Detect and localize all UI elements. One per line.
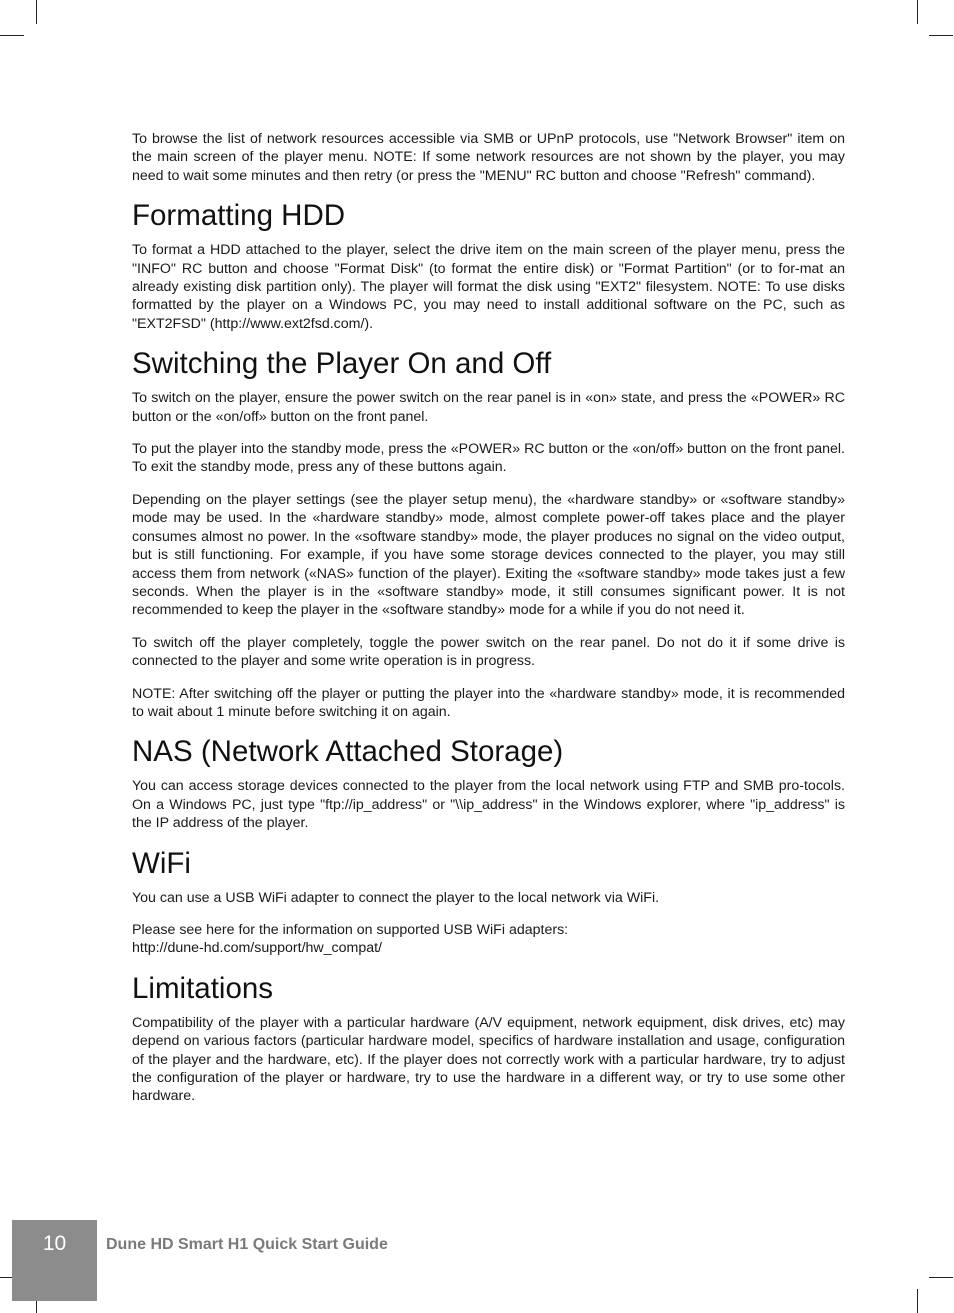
section-paragraph: To format a HDD attached to the player, select the drive item on the main screen of the player menu, press the "INFO" RC button and choose "Format Disk" (to format the entire disk) or "Format Partition" (or to for-mat an already existing disk partition only). The player will format the disk using "EXT2" filesystem. NOTE: To use disks formatted by the player on a Windows PC, you may need to install additional software on the PC, such as "EXT2FSD" (http://www.ext2fsd.com/). — [132, 242, 845, 332]
section-switching-player — [132, 347, 845, 721]
section-heading: Switching the Player On and Off — [132, 347, 552, 381]
guide-title: Dune HD Smart H1 Quick Start Guide — [106, 1236, 388, 1253]
wifi-compat-link[interactable]: http://dune-hd.com/support/hw_compat/ — [132, 940, 382, 957]
section-wifi — [132, 847, 845, 958]
section-limitations — [132, 972, 845, 1106]
section-heading: Formatting HDD — [132, 199, 346, 233]
intro-paragraph: To browse the list of network resources accessible via SMB or UPnP protocols, use "Network Browser" item on the main screen of the player menu. NOTE: If some network resources are not shown by the player, you may need to wait some minutes and then retry (or press the "MENU" RC button and choose "Refresh" command). — [132, 131, 845, 184]
crop-mark — [36, 0, 37, 24]
section-paragraph: To switch on the player, ensure the power switch on the rear panel is in «on» state, and press the «POWER» RC button or the «on/off» button on the front panel. — [132, 390, 845, 425]
section-paragraph: NOTE: After switching off the player or putting the player into the «hardware standby» mode, it is recommended to wait about 1 minute before switching it on again. — [132, 685, 845, 720]
section-paragraph: Depending on the player settings (see the player setup menu), the «hardware standby» or «software standby» mode may be used. In the «hardware standby» mode, almost complete power-off takes place and the player consumes almost no power. In the «software standby» mode, the player produces no signal on the video output, but is still functioning. For example, if you have some storage devices connected to the player, you may still access them from network («NAS» function of the player). Exiting the «software standby» mode takes just a few seconds. When the player is in the «software standby» mode, it still consumes significant power. It is not recommended to keep the player in the «software standby» mode for a while if you do not need it. — [132, 491, 845, 619]
crop-mark — [929, 35, 953, 36]
section-paragraph: Compatibility of the player with a particular hardware (A/V equipment, network equipment, disk drives, etc) may depend on various factors (particular hardware model, specifics of hardware installation and usage, configuration of the player and the hardware, etc). If the player does not correctly work with a particular hardware, try to adjust the configuration of the player or hardware, try to use the hardware in a different way, or try to use some other hardware. — [132, 1014, 845, 1105]
crop-mark — [929, 1277, 953, 1278]
section-nas — [132, 735, 845, 832]
section-formatting-hdd — [132, 199, 845, 333]
section-paragraph: Please see here for the information on supported USB WiFi adapters: — [132, 921, 569, 938]
section-paragraph: You can access storage devices connected to the player from the local network using FTP and SMB pro-tocols. On a Windows PC, just type "ftp://ip_address" or "\\ip_address" in the Windows explorer, where "ip_address" is the IP address of the player. — [132, 778, 845, 832]
section-paragraph: To put the player into the standby mode, press the «POWER» RC button or the «on/off» button on the front panel. To exit the standby mode, press any of these buttons again. — [132, 441, 845, 476]
crop-mark — [917, 1289, 918, 1313]
section-paragraph: To switch off the player completely, toggle the power switch on the rear panel. Do not do it if some drive is connected to the player and some write operation is in progress. — [132, 634, 845, 670]
crop-mark — [0, 35, 24, 36]
crop-mark — [917, 0, 918, 24]
section-heading: WiFi — [132, 846, 191, 880]
section-paragraph: You can use a USB WiFi adapter to connect the player to the local network via WiFi. — [132, 889, 660, 906]
page-content — [132, 130, 845, 1120]
section-heading: NAS (Network Attached Storage) — [132, 735, 564, 769]
page-number: 10 — [42, 1232, 67, 1255]
section-heading: Limitations — [132, 971, 274, 1005]
